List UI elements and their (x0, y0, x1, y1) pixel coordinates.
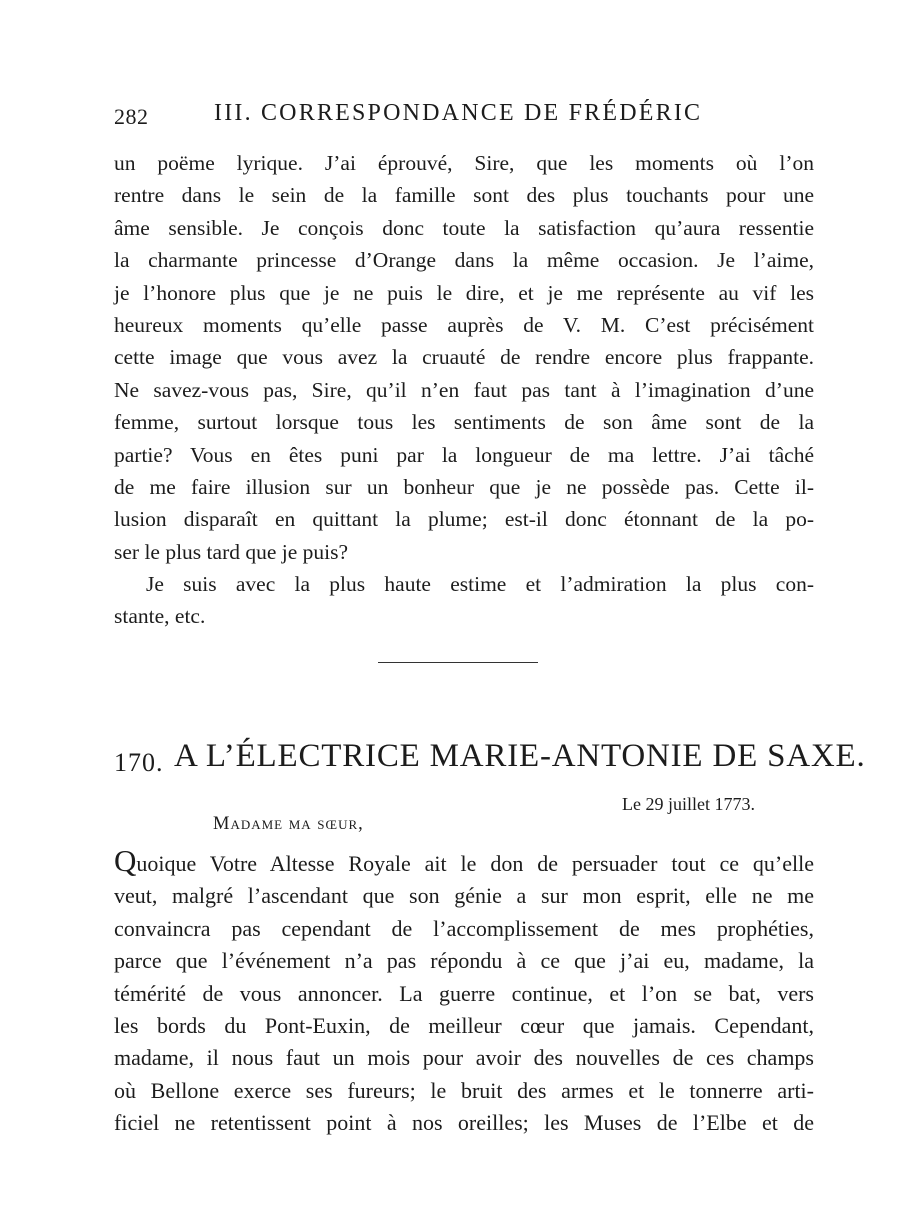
text-line: cette image que vous avez la cruauté de rendre encore plus frappante. (114, 345, 814, 370)
text-line: témérité de vous annoncer. La guerre continue, et l’on se bat, vers (114, 980, 814, 1006)
text-line: Je suis avec la plus haute estime et l’admiration la plus con- (146, 572, 814, 596)
text-line: âme sensible. Je conçois donc toute la satisfaction qu’aura ressentie (114, 215, 814, 240)
continued-paragraph (114, 147, 814, 568)
text-line: Ne savez-vous pas, Sire, qu’il n’en faut pas tant à l’imagination d’une (114, 377, 814, 402)
text-line: convaincra pas cependant de l’accomplissement de mes prophéties, (114, 915, 814, 941)
text-line: femme, surtout lorsque tous les sentiments de son âme sont de la (114, 410, 814, 435)
text-line: les bords du Pont-Euxin, de meilleur cœur que jamais. Cependant, (114, 1012, 814, 1038)
text-line: ficiel ne retentissent point à nos oreilles; les Muses de l’Elbe et de (114, 1110, 814, 1136)
letter-heading (114, 738, 866, 782)
text-line: stante, etc. (114, 604, 206, 629)
closing-paragraph (114, 568, 814, 633)
text-line: un poëme lyrique. J’ai éprouvé, Sire, que les moments où l’on (114, 151, 814, 175)
drop-cap: Q (114, 843, 137, 878)
letter-body (114, 843, 814, 1140)
text-line: partie? Vous en êtes puni par la longueur de ma lettre. J’ai tâché (114, 442, 814, 467)
text-line: la charmante princesse d’Orange dans la même occasion. Je l’aime, (114, 248, 814, 273)
text-line: je l’honore plus que je ne puis le dire, et je me représente au vif les (114, 280, 814, 305)
text-line (114, 843, 814, 880)
page-number: 282 (114, 104, 149, 129)
text-line: de me faire illusion sur un bonheur que je ne possède pas. Cette il- (114, 474, 814, 499)
letter-date: Le 29 juillet 1773. (622, 794, 755, 814)
text-line: ser le plus tard que je puis? (114, 539, 349, 564)
text-line: où Bellone exerce ses fureurs; le bruit des armes et le tonnerre arti- (114, 1077, 814, 1103)
text-line: rentre dans le sein de la famille sont des plus touchants pour une (114, 183, 814, 208)
first-line-text: uoique Votre Altesse Royale ait le don de persuader tout ce qu’elle (136, 851, 814, 876)
letter-title: A L’ÉLECTRICE MARIE-ANTONIE DE SAXE. (174, 738, 866, 774)
text-line: lusion disparaît en quittant la plume; est-il donc étonnant de la po- (114, 507, 814, 532)
text-line: heureux moments qu’elle passe auprès de V. M. C’est précisément (114, 312, 814, 337)
running-head: III. CORRESPONDANCE DE FRÉDÉRIC (214, 100, 703, 126)
letter-number: 170. (114, 748, 164, 777)
text-line: parce que l’événement n’a pas répondu à ce que j’ai eu, madame, la (114, 948, 814, 974)
section-divider (378, 662, 538, 663)
salutation: Madame ma sœur, (213, 814, 364, 834)
text-line: veut, malgré l’ascendant que son génie a sur mon esprit, elle ne me (114, 883, 814, 909)
page-header (114, 100, 724, 136)
text-line: madame, il nous faut un mois pour avoir des nouvelles de ces champs (114, 1045, 814, 1071)
